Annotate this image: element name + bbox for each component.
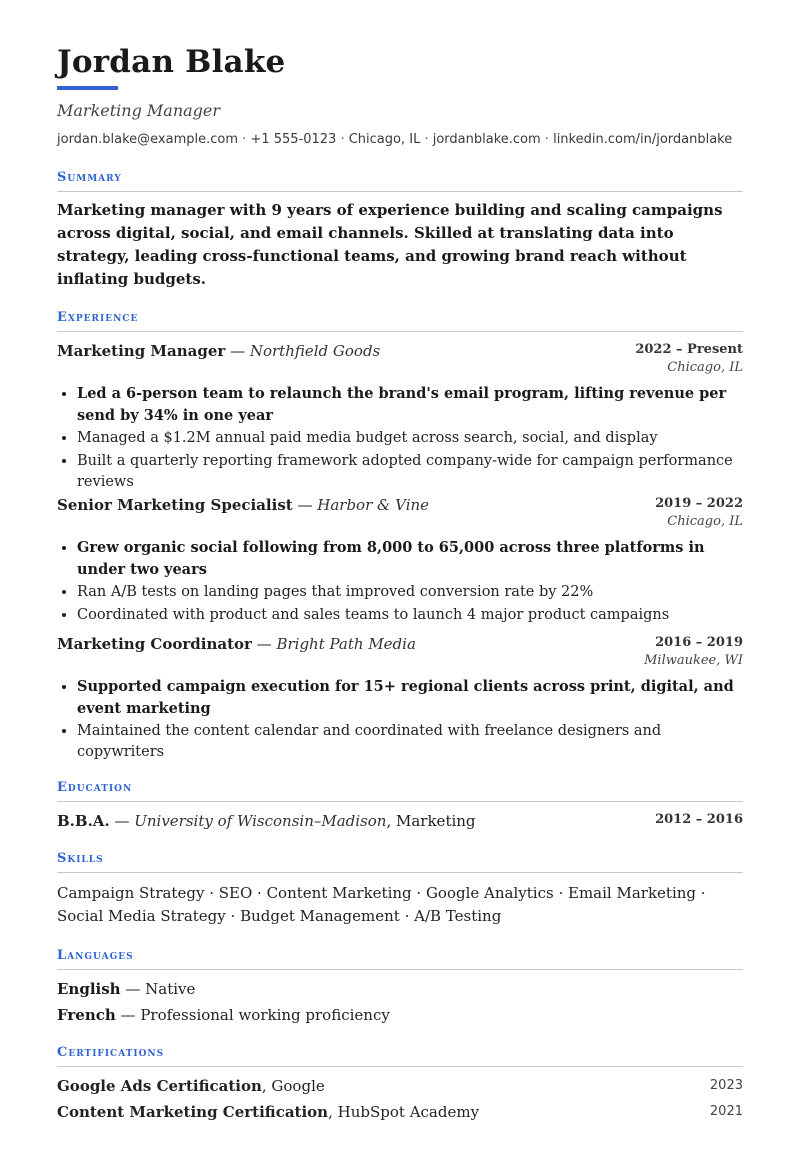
certification-name: Google Ads Certification bbox=[57, 1076, 262, 1095]
job-dates: 2022 – Present bbox=[635, 342, 743, 357]
languages-section bbox=[57, 947, 743, 970]
contact-website[interactable]: jordanblake.com bbox=[432, 132, 541, 147]
job-bullet: • Coordinated with product and sales teams to launch 4 major product campaigns bbox=[77, 605, 743, 627]
job-bullet: • Led a 6-person team to relaunch the brand's email program, lifting revenue per send by 34% in one year bbox=[77, 383, 743, 426]
language-entry: French — Professional working proficiency bbox=[57, 1005, 390, 1024]
certification-line: Content Marketing Certification, HubSpot Academy bbox=[57, 1102, 480, 1121]
job-entry bbox=[57, 634, 743, 764]
education-section bbox=[57, 779, 743, 802]
job-location: Chicago, IL bbox=[667, 360, 743, 375]
certification-issuer: Google bbox=[271, 1076, 325, 1095]
skills-list: Campaign Strategy · SEO · Content Marketing · Google Analytics · Email Marketing · Social Media Strategy · Budget Management · A/B Testing bbox=[57, 883, 706, 925]
job-meta bbox=[644, 634, 743, 670]
language-name: English bbox=[57, 979, 121, 998]
contact-separator: · bbox=[420, 132, 433, 147]
contact-line bbox=[57, 131, 743, 149]
job-company: Harbor & Vine bbox=[317, 496, 430, 514]
section-title-summary: Summary bbox=[57, 170, 122, 185]
section-divider bbox=[57, 191, 743, 192]
section-title-education: Education bbox=[57, 779, 133, 795]
skill-item: Budget Management bbox=[240, 906, 400, 925]
job-header bbox=[57, 634, 743, 670]
skill-item: Google Analytics bbox=[425, 883, 554, 902]
education-degree: B.B.A. bbox=[57, 811, 110, 830]
section-divider bbox=[57, 872, 743, 873]
skills-section bbox=[57, 850, 743, 873]
skill-item: Email Marketing bbox=[568, 883, 697, 902]
job-title: Senior Marketing Specialist bbox=[57, 496, 293, 514]
certifications-section bbox=[57, 1044, 743, 1067]
language-level: Native bbox=[145, 979, 196, 998]
certification-line: Google Ads Certification, Google bbox=[57, 1076, 325, 1095]
job-header bbox=[57, 495, 743, 531]
contact-separator: · bbox=[540, 132, 554, 147]
job-dates: 2016 – 2019 bbox=[655, 635, 743, 650]
contact-linkedin[interactable]: linkedin.com/in/jordanblake bbox=[553, 132, 733, 147]
candidate-role: Marketing Manager bbox=[57, 101, 221, 120]
language-level: Professional working proficiency bbox=[140, 1005, 390, 1024]
certification-name: Content Marketing Certification bbox=[57, 1102, 329, 1121]
job-dates: 2019 – 2022 bbox=[655, 496, 743, 511]
certification-entry bbox=[57, 1076, 743, 1096]
section-divider bbox=[57, 331, 743, 332]
language-name: French bbox=[57, 1005, 116, 1024]
certification-issuer: HubSpot Academy bbox=[337, 1102, 480, 1121]
job-bullet: • Maintained the content calendar and coordinated with freelance designers and copywriters bbox=[77, 721, 743, 764]
section-title-skills: Skills bbox=[57, 850, 104, 866]
job-title-line: Marketing Manager — Northfield Goods bbox=[57, 342, 381, 360]
certification-year: 2023 bbox=[709, 1077, 743, 1093]
job-company: Northfield Goods bbox=[249, 342, 381, 360]
job-bullet: • Supported campaign execution for 15+ regional clients across print, digital, and event marketing bbox=[77, 676, 743, 719]
section-title-experience: Experience bbox=[57, 310, 139, 325]
job-entry bbox=[57, 495, 743, 626]
skill-item: Campaign Strategy bbox=[57, 883, 205, 902]
job-bullets bbox=[57, 383, 743, 494]
job-bullet: • Ran A/B tests on landing pages that improved conversion rate by 22% bbox=[77, 582, 743, 604]
job-bullet: • Grew organic social following from 8,000 to 65,000 across three platforms in under two years bbox=[77, 537, 743, 580]
education-field: Marketing bbox=[396, 811, 476, 830]
job-title-line: Senior Marketing Specialist — Harbor & Vine bbox=[57, 496, 430, 514]
section-divider bbox=[57, 969, 743, 970]
contact-email[interactable]: jordan.blake@example.com bbox=[57, 132, 239, 147]
job-location: Chicago, IL bbox=[667, 514, 743, 529]
section-divider bbox=[57, 801, 743, 802]
job-meta bbox=[655, 495, 743, 531]
contact-location: Chicago, IL bbox=[348, 132, 421, 147]
job-entry bbox=[57, 341, 743, 494]
job-location: Milwaukee, WI bbox=[644, 653, 743, 668]
job-bullet: • Managed a $1.2M annual paid media budget across search, social, and display bbox=[77, 428, 743, 450]
language-entry: English — Native bbox=[57, 979, 196, 998]
job-bullets bbox=[57, 676, 743, 764]
summary-text: Marketing manager with 9 years of experience building and scaling campaigns across digital, social, and email channels. Skilled at translating data into strategy, leading cross-functional teams, and growing brand reach without inflating budgets. bbox=[57, 201, 723, 288]
section-title-certifications: Certifications bbox=[57, 1044, 165, 1060]
certification-year: 2021 bbox=[709, 1103, 743, 1119]
experience-section bbox=[57, 309, 743, 332]
section-title-languages: Languages bbox=[57, 947, 134, 963]
education-entry bbox=[57, 811, 743, 831]
summary-section bbox=[57, 169, 743, 192]
job-bullets bbox=[57, 537, 743, 626]
contact-separator: · bbox=[238, 132, 251, 147]
skill-item: Social Media Strategy bbox=[57, 906, 226, 925]
contact-phone[interactable]: +1 555-0123 bbox=[250, 132, 337, 147]
education-line: B.B.A. — University of Wisconsin–Madison, Marketing bbox=[57, 811, 476, 830]
job-title: Marketing Manager bbox=[57, 342, 226, 360]
certification-entry bbox=[57, 1102, 743, 1122]
education-school: University of Wisconsin–Madison bbox=[134, 811, 387, 830]
job-title-line: Marketing Coordinator — Bright Path Media bbox=[57, 635, 416, 653]
candidate-name: Jordan Blake bbox=[57, 44, 286, 80]
contact-separator: · bbox=[336, 132, 349, 147]
skill-item: A/B Testing bbox=[414, 906, 502, 925]
name-accent-bar bbox=[57, 86, 118, 90]
job-meta bbox=[635, 341, 743, 377]
job-bullet: • Built a quarterly reporting framework adopted company-wide for campaign performance reviews bbox=[77, 451, 743, 494]
job-title: Marketing Coordinator bbox=[57, 635, 252, 653]
job-company: Bright Path Media bbox=[276, 635, 416, 653]
job-header bbox=[57, 341, 743, 377]
skill-item: SEO bbox=[218, 883, 253, 902]
skill-item: Content Marketing bbox=[266, 883, 412, 902]
education-dates: 2012 – 2016 bbox=[655, 811, 743, 827]
section-divider bbox=[57, 1066, 743, 1067]
